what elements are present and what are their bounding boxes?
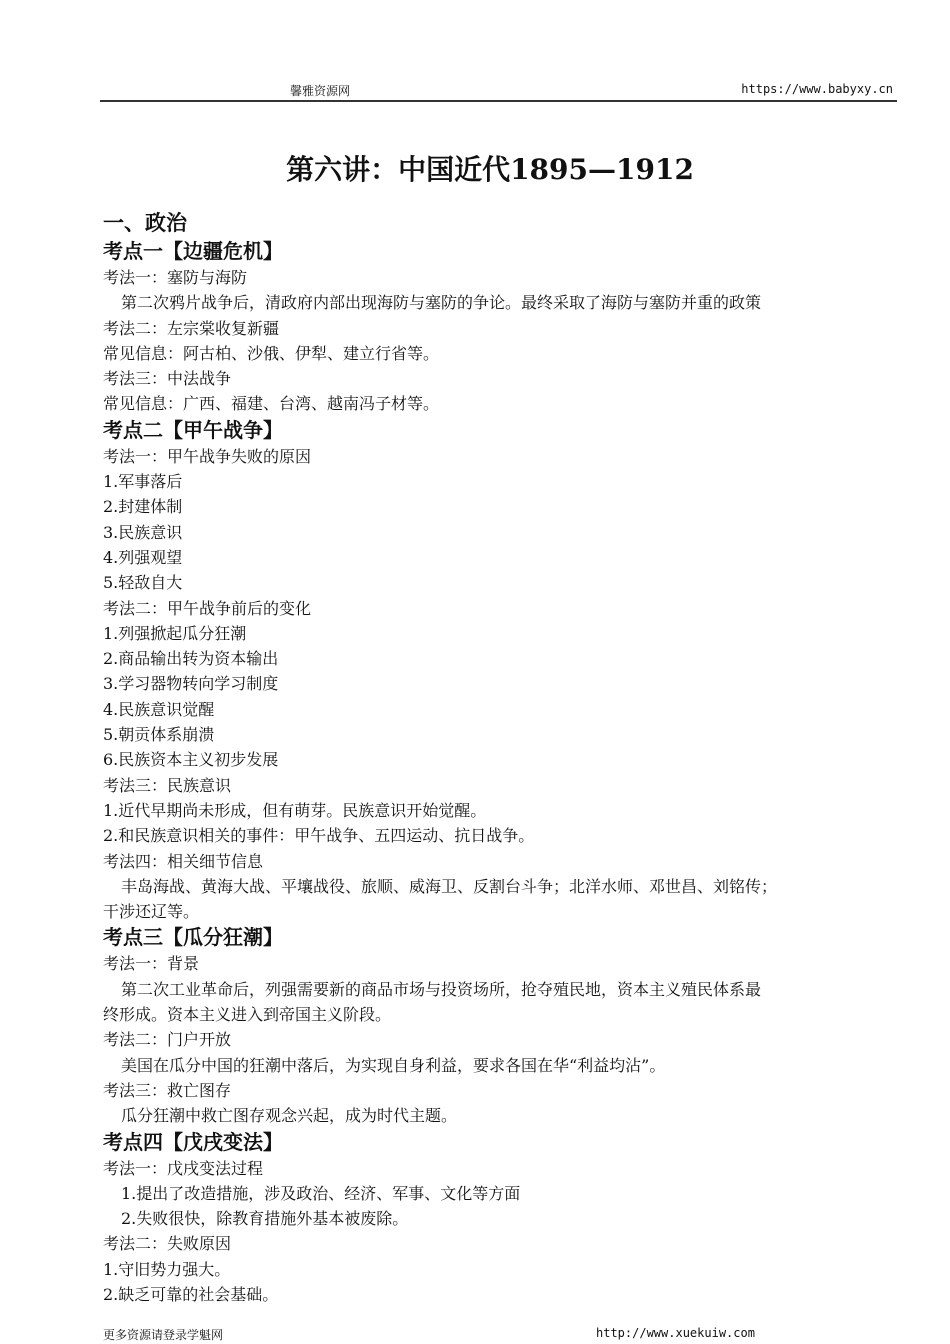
method-label: 考法三：救亡图存 [103,1080,232,1100]
list-item: 1.军事落后 [103,472,183,492]
list-item: 2.和民族意识相关的事件：甲午战争、五四运动、抗日战争。 [103,826,535,846]
method-label: 考法三：中法战争 [103,369,232,389]
method-label: 考法三：民族意识 [103,775,232,795]
page-title: 第六讲：中国近代1895—1912 [286,153,694,186]
paragraph-text: 美国在瓜分中国的狂潮中落后，为实现自身利益，要求各国在华“利益均沾”。 [121,1055,666,1075]
list-item: 3.学习器物转向学习制度 [103,674,279,694]
list-item: 1.列强掀起瓜分狂潮 [103,623,247,643]
point-heading: 考点三【瓜分狂潮】 [103,925,283,950]
point-heading: 考点一【边疆危机】 [103,239,283,263]
info-text: 常见信息：阿古柏、沙俄、伊犁、建立行省等。 [103,343,440,363]
method-label: 考法四：相关细节信息 [103,851,264,871]
method-label: 考法一：戊戌变法过程 [103,1158,264,1178]
list-item: 4.列强观望 [103,547,183,567]
list-item: 2.缺乏可靠的社会基础。 [103,1284,279,1304]
paragraph-text: 瓜分狂潮中救亡图存观念兴起，成为时代主题。 [121,1106,458,1126]
footer-url[interactable]: http://www.xuekuiw.com [596,1326,755,1340]
method-label: 考法二：左宗棠收复新疆 [103,318,280,338]
list-item: 6.民族资本主义初步发展 [103,750,279,770]
method-label: 考法一：甲午战争失败的原因 [103,446,312,466]
paragraph-text: 干涉还辽等。 [103,902,200,922]
list-item: 2.失败很快，除教育措施外基本被废除。 [121,1209,409,1229]
method-label: 考法二：门户开放 [103,1030,232,1050]
paragraph-text: 终形成。资本主义进入到帝国主义阶段。 [103,1005,392,1025]
list-item: 2.商品输出转为资本输出 [103,649,279,669]
paragraph-text: 第二次工业革命后，列强需要新的商品市场与投资场所，抢夺殖民地，资本主义殖民体系最 [121,979,762,999]
list-item: 4.民族意识觉醒 [103,699,215,719]
header-site-name: 馨雅资源网 [290,84,351,98]
list-item: 5.轻敌自大 [103,573,183,593]
list-item: 1.守旧势力强大。 [103,1259,231,1279]
list-item: 1.近代早期尚未形成，但有萌芽。民族意识开始觉醒。 [103,800,487,820]
document-body [103,208,903,1307]
footer-note: 更多资源请登录学魁网 [103,1328,224,1342]
method-label: 考法二：甲午战争前后的变化 [103,598,312,618]
list-item: 1.提出了改造措施，涉及政治、经济、军事、文化等方面 [121,1183,521,1203]
paragraph-text: 第二次鸦片战争后，清政府内部出现海防与塞防的争论。最终采取了海防与塞防并重的政策 [121,293,762,313]
method-label: 考法一：塞防与海防 [103,268,248,287]
point-heading: 考点四【戊戌变法】 [103,1129,283,1154]
header-url[interactable]: https://www.babyxy.cn [741,82,893,96]
list-item: 2.封建体制 [103,497,183,517]
list-item: 5.朝贡体系崩溃 [103,725,215,745]
method-label: 考法一：背景 [103,954,200,974]
list-item: 3.民族意识 [103,522,183,542]
method-label: 考法二：失败原因 [103,1234,232,1254]
info-text: 常见信息：广西、福建、台湾、越南冯子材等。 [103,394,440,414]
section-heading: 一、政治 [103,210,187,235]
point-heading: 考点二【甲午战争】 [103,417,283,442]
page-header [100,80,897,102]
paragraph-text: 丰岛海战、黄海大战、平壤战役、旅顺、威海卫、反割台斗争；北洋水师、邓世昌、刘铭传； [121,876,778,896]
